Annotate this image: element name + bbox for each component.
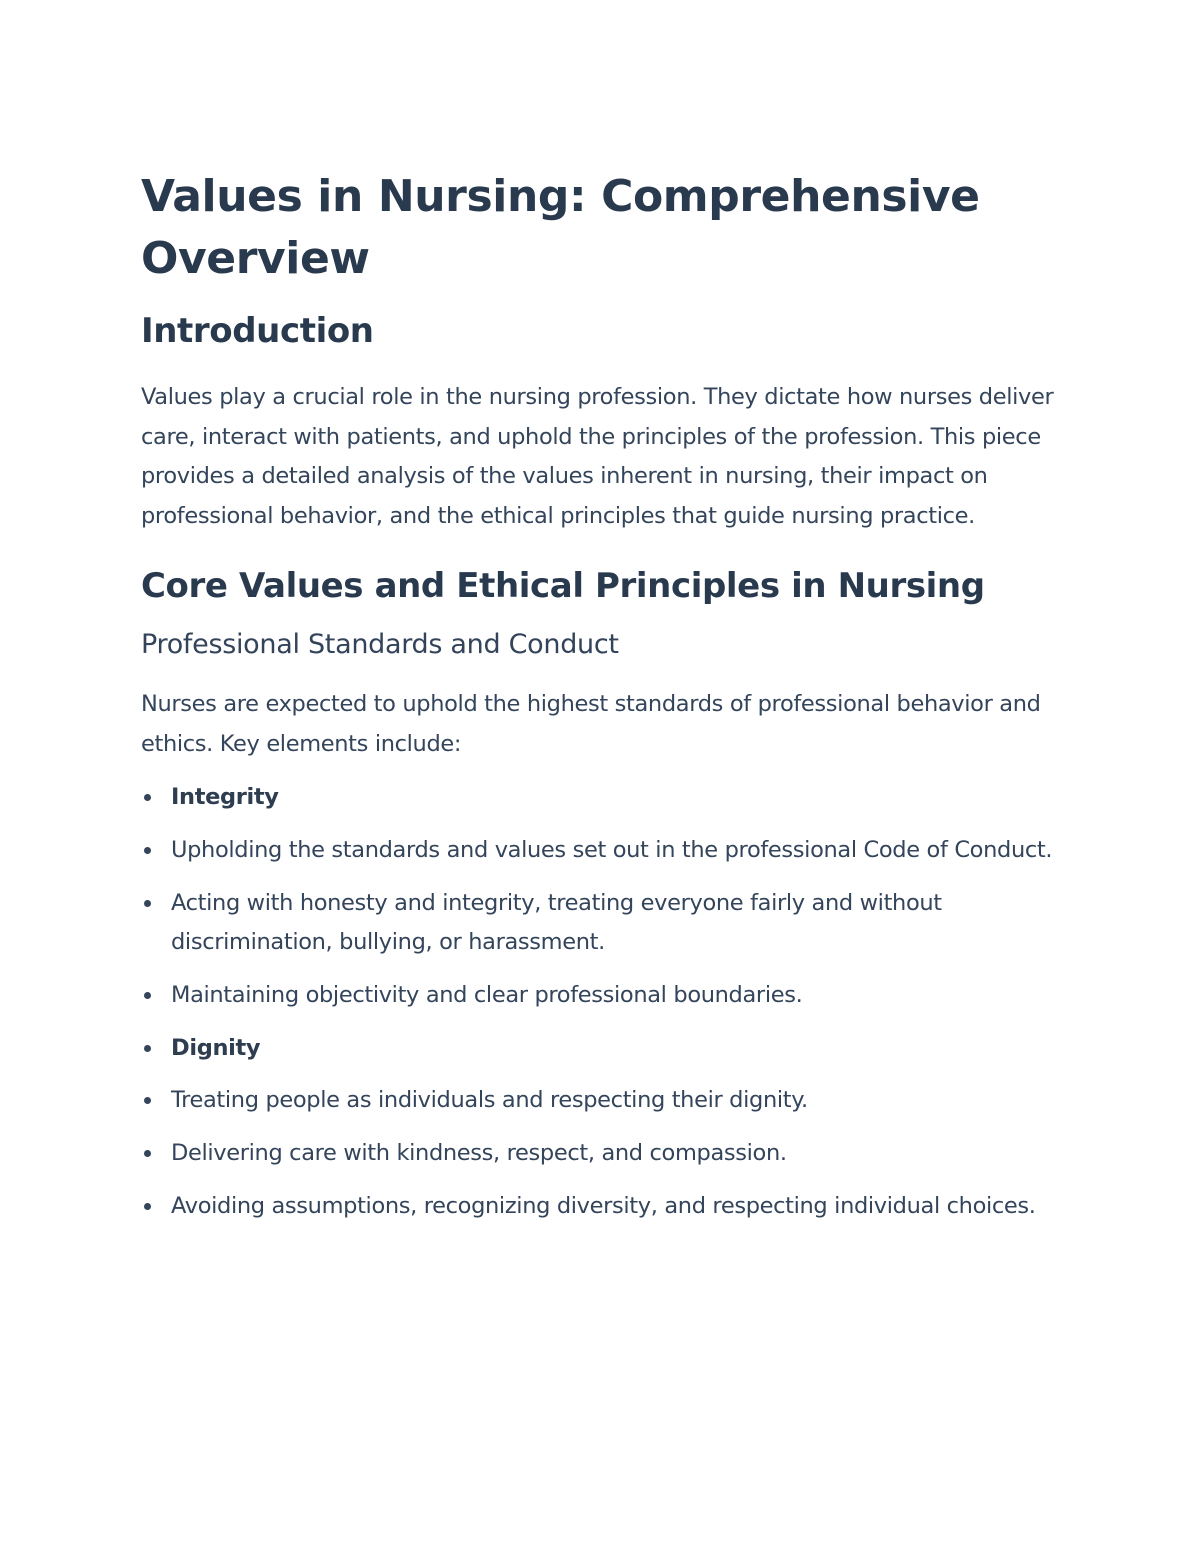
document-title: Values in Nursing: Comprehensive Overview xyxy=(141,171,980,284)
bullet-icon xyxy=(144,1203,151,1210)
document-page xyxy=(141,166,1061,1240)
list-item xyxy=(141,1081,1061,1121)
bullet-icon xyxy=(144,1150,151,1157)
professional-standards-paragraph: Nurses are expected to uphold the highest standards of professional behavior and ethics. Key elements include: xyxy=(141,690,1041,757)
professional-standards-subheading: Professional Standards and Conduct xyxy=(141,628,619,660)
bullet-icon xyxy=(144,1097,151,1104)
bullet-icon xyxy=(144,794,151,801)
list-item-text: Treating people as individuals and respecting their dignity. xyxy=(171,1087,808,1114)
key-elements-list xyxy=(141,778,1061,1226)
introduction-paragraph: Values play a crucial role in the nursing profession. They dictate how nurses deliver care, interact with patients, and uphold the principles of the profession. This piece provides a detailed analysis of the values inherent in nursing, their impact on professional behavior, and the ethical principles that guide nursing practice. xyxy=(141,384,1054,530)
bullet-icon xyxy=(144,900,151,907)
list-item-text: Acting with honesty and integrity, treating everyone fairly and without discrimination, bullying, or harassment. xyxy=(171,889,942,956)
integrity-sublist xyxy=(141,831,1061,1016)
list-item-label: Dignity xyxy=(171,1034,261,1061)
list-item-dignity xyxy=(141,1029,1061,1227)
list-item xyxy=(141,1187,1061,1227)
list-item xyxy=(141,884,1061,963)
list-item-text: Avoiding assumptions, recognizing diversity, and respecting individual choices. xyxy=(171,1192,1036,1219)
list-item-integrity xyxy=(141,778,1061,1016)
core-values-heading: Core Values and Ethical Principles in Nursing xyxy=(141,565,985,606)
bullet-icon xyxy=(144,1045,151,1052)
list-item-text: Maintaining objectivity and clear professional boundaries. xyxy=(171,982,803,1009)
list-item xyxy=(141,831,1061,871)
list-item-label: Integrity xyxy=(171,784,279,811)
list-item-text: Upholding the standards and values set out in the professional Code of Conduct. xyxy=(171,836,1053,863)
introduction-heading: Introduction xyxy=(141,311,374,351)
list-item xyxy=(141,1134,1061,1174)
bullet-icon xyxy=(144,992,151,999)
dignity-sublist xyxy=(141,1081,1061,1226)
list-item-text: Delivering care with kindness, respect, and compassion. xyxy=(171,1140,787,1167)
list-item xyxy=(141,976,1061,1016)
bullet-icon xyxy=(144,847,151,854)
